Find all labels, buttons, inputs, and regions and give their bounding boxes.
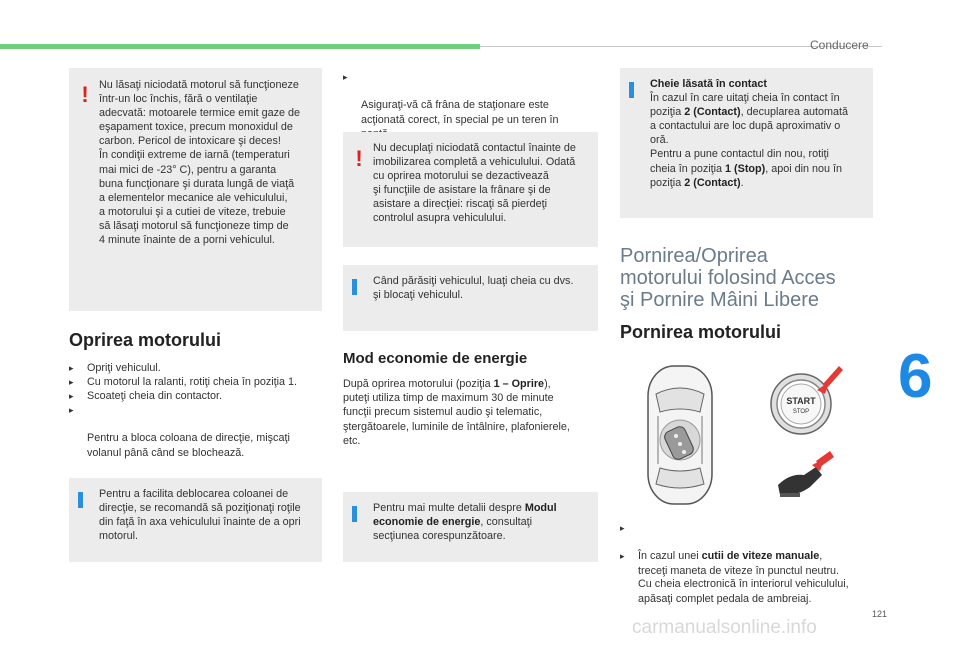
- info-icon: [78, 492, 83, 508]
- list-item: ▸ Asiguraţi-vă că frâna de staţionare este acţionată corect, în special pe un teren în: [343, 72, 559, 126]
- energy-saving-paragraph: După oprirea motorului (poziţia 1 – Oprire), puteţi utiliza timp de maximum 30 de minute funcţii precum sistemul audio şi telematic, ştergătoarele, luminile de întâlnire, plafonierele, etc.: [343, 378, 570, 447]
- arrow-icon: ▸: [69, 391, 74, 401]
- warning-icon: !: [355, 146, 363, 171]
- page-number: 121: [872, 609, 888, 619]
- info-text: Cheie lăsată în contact În cazul în care uitaţi cheia în contact în poziţia 2 (Contact), decuplarea automată a contactului are loc după aproximativ o oră. Pentru a pune contactul din nou, rotiţi cheia în poziţia 1 (Stop), apoi din nou în poziţia 2 (Contact).: [650, 78, 849, 189]
- chapter-number: 6: [898, 342, 933, 411]
- warning-box-ignition: [343, 132, 598, 247]
- warning-text: Nu lăsaţi niciodată motorul să funcţioneze într-un loc închis, fără o ventilaţie adecvată: motoarele termice emit gaze de eşapament toxice, precum monoxidul de carbon. Pericol de intoxicare şi deces! În condiţii extreme de iarnă (temperaturi mai mici de -23° C), pentru a garanta buna funcţionare şi durata lungă de viaţă a elementelor mecanice ale vehiculului, a motorului şi a cutiei de viteze, trebuie să lăsaţi motorul să funcţioneze timp de 4 minute înainte de a porni vehiculul.: [99, 79, 301, 247]
- start-stop-button-illustration: [765, 360, 845, 440]
- section-heading-engine-stop: Oprirea motorului: [69, 330, 222, 350]
- section-heading-energy-saving: Mod economie de energie: [343, 350, 528, 367]
- stop-label: STOP: [792, 409, 810, 415]
- list-item: ▸ În cazul unei cutii de viteze manuale, treceţi maneta de viteze în punctul neutru.: [620, 523, 840, 577]
- list-item: ▸ Scoateţi cheia din contactor.: [69, 390, 223, 402]
- list-item: ▸ Cu cheia electronică în interiorul vehiculului, apăsaţi complet pedala de ambreiaj.: [620, 551, 849, 605]
- info-text: Când părăsiţi vehiculul, luaţi cheia cu dvs. şi blocaţi vehiculul.: [373, 275, 574, 302]
- arrow-icon: ▸: [69, 405, 74, 415]
- section-heading-engine-start: Pornirea motorului: [620, 322, 782, 342]
- list-item: ▸ Pentru a bloca coloana de direcţie, mişcaţi volanul până când se blochează.: [69, 405, 290, 459]
- car-top-view-illustration: [640, 360, 720, 510]
- header-accent-bar: [0, 44, 480, 49]
- info-box-energy-mode: [343, 492, 598, 562]
- info-icon: [352, 506, 357, 522]
- info-box-steering: [69, 478, 322, 562]
- list-item: ▸ Opriţi vehiculul.: [69, 362, 161, 374]
- arrow-icon: ▸: [69, 363, 74, 373]
- info-text: Pentru a facilita deblocarea coloanei de direcţie, se recomandă să poziţionaţi roţile din faţă în axa vehiculului înainte de a opri motorul.: [99, 488, 301, 543]
- arrow-icon: ▸: [69, 377, 74, 387]
- start-label: START: [786, 396, 816, 406]
- arrow-icon: ▸: [343, 72, 348, 82]
- info-icon: [352, 279, 357, 295]
- arrow-icon: ▸: [620, 523, 625, 533]
- info-box-key-left: [620, 68, 873, 218]
- warning-box-ventilation: [69, 68, 322, 311]
- info-icon: [629, 82, 634, 98]
- info-box-leaving: [343, 265, 598, 331]
- arrow-icon: ▸: [620, 551, 625, 561]
- list-item: ▸ Cu motorul la ralanti, rotiţi cheia în poziţia 1.: [69, 376, 298, 388]
- clutch-pedal-illustration: [770, 445, 840, 505]
- watermark: carmanualsonline.info: [632, 617, 817, 638]
- section-heading-keyless: Pornirea/Oprirea motorului folosind Acces şi Pornire Mâini Libere: [620, 245, 836, 311]
- warning-text: Nu decuplaţi niciodată contactul înainte de imobilizarea completă a vehiculului. Odată cu oprirea motorului se dezactivează şi funcţiile de asistare la frânare şi de asistare a direcţiei: riscaţi să pierdeţi controlul asupra vehiculului.: [373, 142, 576, 225]
- warning-icon: !: [81, 82, 89, 107]
- section-title: Conducere: [810, 38, 869, 52]
- info-text: Pentru mai multe detalii despre Modul economie de energie, consultaţi secţiunea corespunzătoare.: [373, 502, 557, 543]
